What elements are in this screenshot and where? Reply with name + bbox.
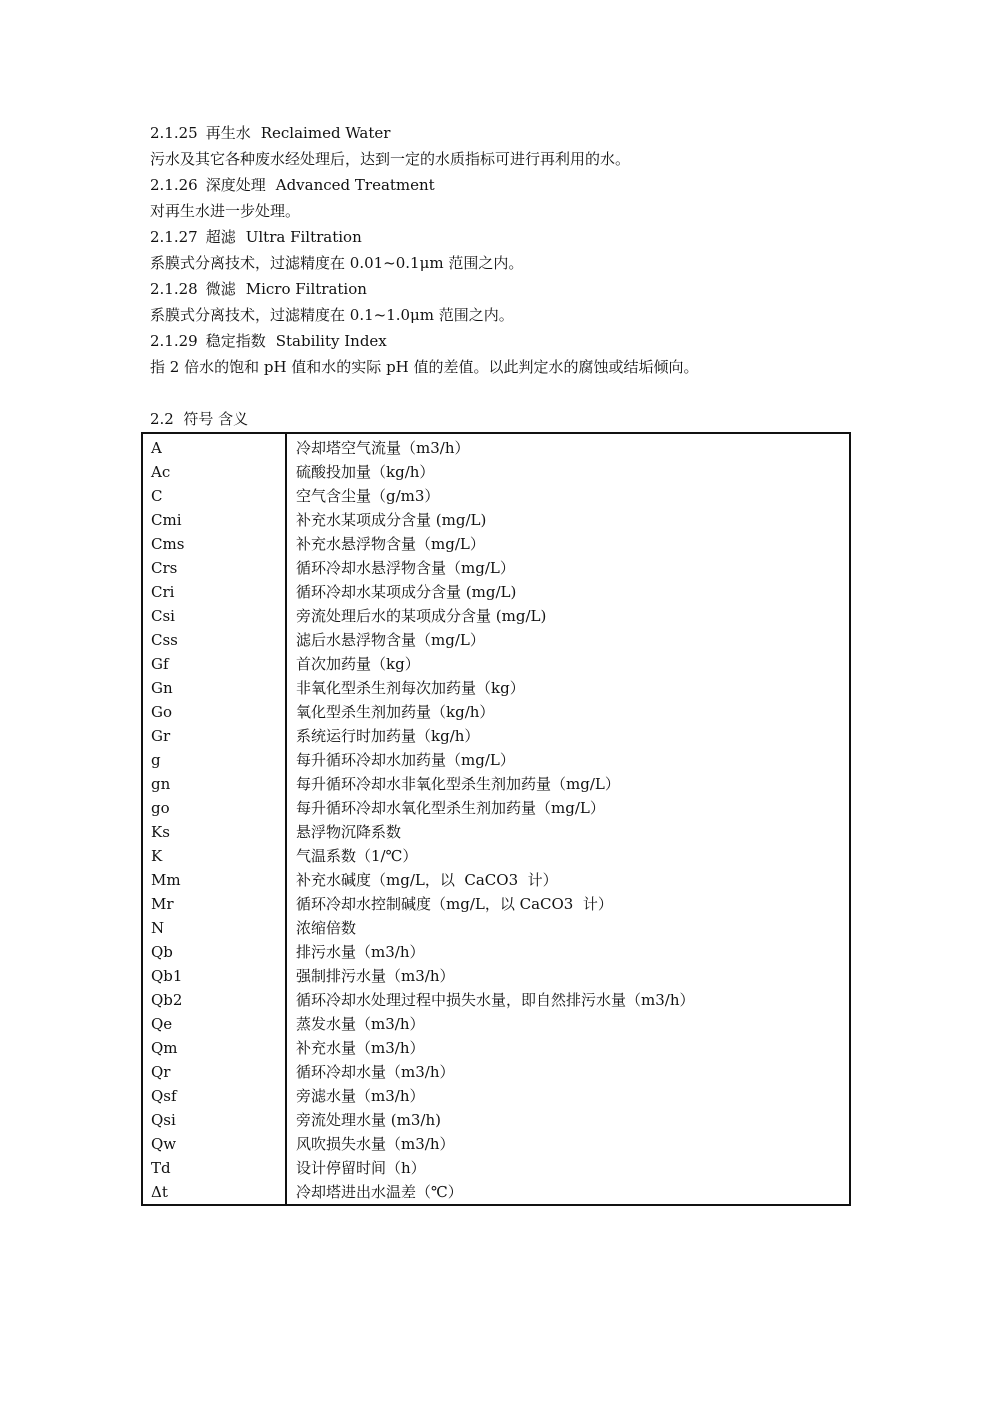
table-row [142,652,850,676]
meaning-cell: 旁流处理后水的某项成分含量 (mg/L) [296,607,547,625]
table-row [142,724,850,748]
symbol-cell: go [142,796,286,820]
section-title: 2.2 符号 含义 [150,410,249,428]
meaning-cell: 浓缩倍数 [296,919,357,937]
symbol-cell: Mm [142,868,286,892]
meaning-cell: 风吹损失水量（m3/h） [296,1135,455,1153]
table-row [142,1180,850,1205]
meaning-cell: 循环冷却水某项成分含量 (mg/L) [296,583,517,601]
table-row [142,1084,850,1108]
meaning-cell: 补充水量（m3/h） [296,1039,425,1057]
symbol-cell: Gn [142,676,286,700]
symbol-cell: Qsi [142,1108,286,1132]
definition-text: 污水及其它各种废水经处理后，达到一定的水质指标可进行再利用的水。 [150,150,631,168]
term-chinese: 稳定指数 [205,332,266,350]
meaning-cell: 非氧化型杀生剂每次加药量（kg） [296,679,525,697]
meaning-cell: 气温系数（1/℃） [296,847,418,865]
definition-heading [150,227,362,247]
symbol-cell: Ac [142,460,286,484]
table-row [142,580,850,604]
meaning-cell: 悬浮物沉降系数 [296,823,402,841]
table-row [142,628,850,652]
meaning-cell: 设计停留时间（h） [296,1159,426,1177]
table-row [142,964,850,988]
meaning-cell: 空气含尘量（g/m3） [296,487,440,505]
symbol-cell: Cms [142,532,286,556]
symbol-cell: Cri [142,580,286,604]
table-row [142,1060,850,1084]
meaning-cell: 每升循环冷却水加药量（mg/L） [296,751,515,769]
meaning-cell: 蒸发水量（m3/h） [296,1015,425,1033]
term-chinese: 超滤 [205,228,236,246]
table-row [142,796,850,820]
symbol-cell: g [142,748,286,772]
table-row [142,1012,850,1036]
table-row [142,676,850,700]
definition-heading [150,279,367,299]
meaning-cell: 冷却塔进出水温差（℃） [296,1183,463,1201]
table-row [142,484,850,508]
table-row [142,1108,850,1132]
symbols-table [141,432,851,1206]
meaning-cell: 硫酸投加量（kg/h） [296,463,435,481]
clause-number: 2.1.27 [150,228,198,246]
symbol-cell: Gr [142,724,286,748]
definition-heading [150,331,387,351]
clause-number: 2.1.29 [150,332,198,350]
symbol-cell: Qr [142,1060,286,1084]
definition-text: 系膜式分离技术，过滤精度在 0.1~1.0μm 范围之内。 [150,306,514,324]
symbol-cell: C [142,484,286,508]
table-row [142,1036,850,1060]
table-row [142,1132,850,1156]
meaning-cell: 循环冷却水量（m3/h） [296,1063,455,1081]
table-row [142,532,850,556]
table-row [142,772,850,796]
table-row [142,748,850,772]
clause-number: 2.1.28 [150,280,198,298]
table-row [142,433,850,460]
table-row [142,604,850,628]
term-chinese: 再生水 [205,124,251,142]
definition-heading [150,175,435,195]
table-row [142,1156,850,1180]
meaning-cell: 强制排污水量（m3/h） [296,967,455,985]
meaning-cell: 冷却塔空气流量（m3/h） [296,439,470,457]
meaning-cell: 滤后水悬浮物含量（mg/L） [296,631,485,649]
meaning-cell: 系统运行时加药量（kg/h） [296,727,480,745]
term-english: Reclaimed Water [260,124,391,142]
table-row [142,940,850,964]
symbol-cell: Ks [142,820,286,844]
table-row [142,556,850,580]
definition-text: 指 2 倍水的饱和 pH 值和水的实际 pH 值的差值。以此判定水的腐蚀或结垢倾向。 [150,358,699,376]
meaning-cell: 排污水量（m3/h） [296,943,425,961]
table-row [142,844,850,868]
table-row [142,916,850,940]
symbol-cell: Css [142,628,286,652]
term-chinese: 深度处理 [205,176,266,194]
meaning-cell: 每升循环冷却水氧化型杀生剂加药量（mg/L） [296,799,605,817]
symbol-cell: Td [142,1156,286,1180]
definition-text: 系膜式分离技术，过滤精度在 0.01~0.1μm 范围之内。 [150,254,524,272]
meaning-cell: 循环冷却水悬浮物含量（mg/L） [296,559,515,577]
term-chinese: 微滤 [205,280,236,298]
symbol-cell: Qb1 [142,964,286,988]
table-row [142,508,850,532]
meaning-cell: 循环冷却水控制碱度（mg/L，以 CaCO3 计） [296,895,613,913]
clause-number: 2.1.25 [150,124,198,142]
symbol-cell: gn [142,772,286,796]
symbol-cell: N [142,916,286,940]
symbol-cell: Qsf [142,1084,286,1108]
term-english: Advanced Treatment [275,176,435,194]
meaning-cell: 补充水悬浮物含量（mg/L） [296,535,485,553]
meaning-cell: 补充水某项成分含量 (mg/L) [296,511,487,529]
symbol-cell: K [142,844,286,868]
symbol-cell: Crs [142,556,286,580]
meaning-cell: 每升循环冷却水非氧化型杀生剂加药量（mg/L） [296,775,620,793]
symbol-cell: Qm [142,1036,286,1060]
table-row [142,700,850,724]
definition-heading [150,123,390,143]
symbols-table-body [142,433,850,1205]
symbol-cell: Qb [142,940,286,964]
table-row [142,892,850,916]
meaning-cell: 循环冷却水处理过程中损失水量，即自然排污水量（m3/h） [296,991,695,1009]
term-english: Micro Filtration [245,280,367,298]
symbol-cell: Gf [142,652,286,676]
symbol-cell: A [142,433,286,460]
symbol-cell: Qb2 [142,988,286,1012]
symbol-cell: Qw [142,1132,286,1156]
table-row [142,820,850,844]
term-english: Stability Index [275,332,387,350]
symbol-cell: Mr [142,892,286,916]
clause-number: 2.1.26 [150,176,198,194]
table-row [142,988,850,1012]
symbol-cell: Csi [142,604,286,628]
table-row [142,460,850,484]
symbol-cell: Qe [142,1012,286,1036]
meaning-cell: 首次加药量（kg） [296,655,420,673]
meaning-cell: 旁流处理水量 (m3/h) [296,1111,441,1129]
meaning-cell: 旁滤水量（m3/h） [296,1087,425,1105]
term-english: Ultra Filtration [245,228,362,246]
meaning-cell: 氧化型杀生剂加药量（kg/h） [296,703,495,721]
meaning-cell: 补充水碱度（mg/L，以 CaCO3 计） [296,871,558,889]
symbol-cell: Δt [142,1180,286,1205]
table-row [142,868,850,892]
symbol-cell: Cmi [142,508,286,532]
symbol-cell: Go [142,700,286,724]
definition-text: 对再生水进一步处理。 [150,202,301,220]
